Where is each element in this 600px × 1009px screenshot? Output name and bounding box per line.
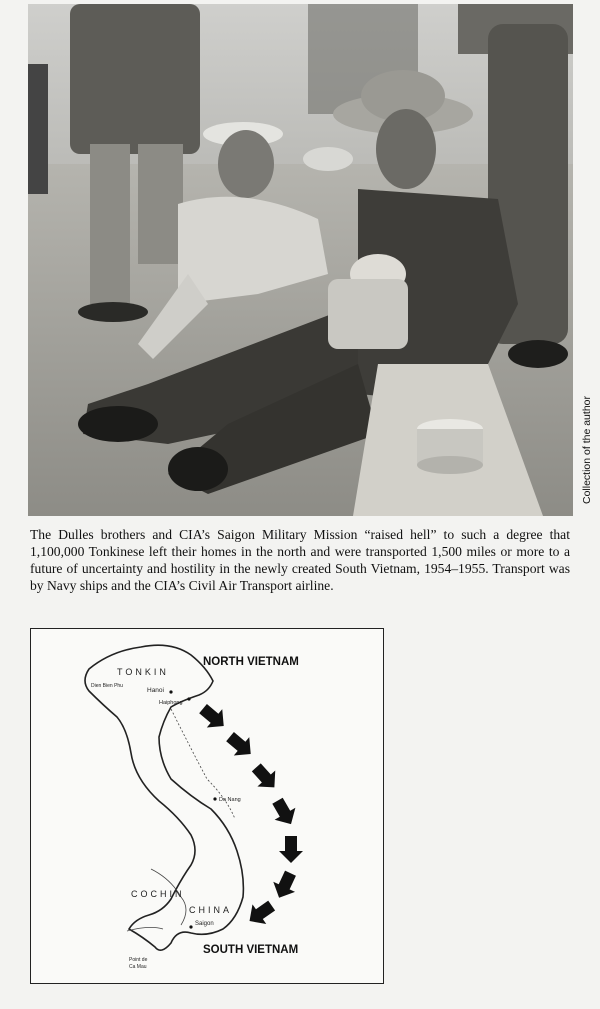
city-haiphong: Haiphong xyxy=(159,700,183,706)
arrow-3 xyxy=(247,759,283,795)
point-ca-mau-line1: Point de xyxy=(129,957,148,963)
photo-credit: Collection of the author xyxy=(581,396,593,504)
north-vietnam-label: NORTH VIETNAM xyxy=(203,656,299,668)
city-dot-haiphong xyxy=(187,697,190,700)
arrow-4 xyxy=(267,795,301,830)
city-dien-bien-phu: Dien Bien Phu xyxy=(91,683,123,689)
city-dot-da-nang xyxy=(213,797,216,800)
vietnam-map xyxy=(30,628,384,984)
metal-cup xyxy=(417,419,483,474)
tonkin-label: TONKIN xyxy=(117,667,169,677)
arrow-1 xyxy=(195,699,231,735)
arrow-2 xyxy=(222,727,258,763)
china-label: CHINA xyxy=(189,905,233,915)
south-vietnam-label: SOUTH VIETNAM xyxy=(203,944,299,956)
cochin-label: COCHIN xyxy=(131,889,185,899)
point-ca-mau-line2: Ca Mau xyxy=(129,964,147,970)
city-saigon: Saigon xyxy=(195,921,214,927)
migration-arrows xyxy=(195,699,303,930)
city-dot-saigon xyxy=(189,925,192,928)
arrow-7 xyxy=(243,896,279,931)
city-da-nang: Da Nang xyxy=(219,797,241,803)
photograph xyxy=(28,4,573,516)
photo-caption: The Dulles brothers and CIA’s Saigon Military Mission “raised hell” to such a degree that 1,100,000 Tonkinese left their homes in the north and were transported 1,500 miles or more to a future of uncertainty and hostility in the newly created South Vietnam, 1954–1955. Transport was by Navy ships and the CIA’s Civil Air Transport airline. xyxy=(30,527,570,593)
arrow-5 xyxy=(279,836,303,863)
arrow-6 xyxy=(268,868,301,903)
city-hanoi: Hanoi xyxy=(147,687,164,694)
city-dot-hanoi xyxy=(169,690,172,693)
